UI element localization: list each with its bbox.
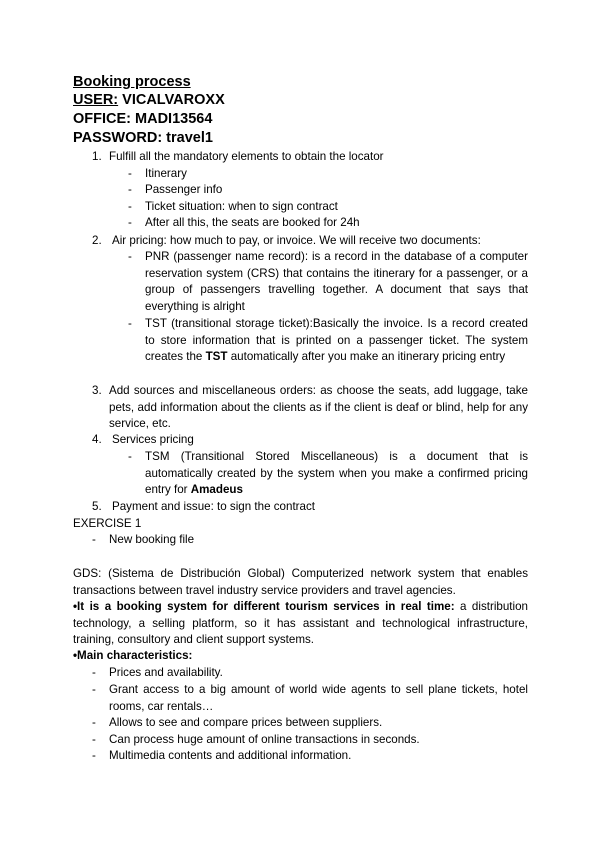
list-dash: - <box>92 533 96 546</box>
page-title: Booking process <box>73 74 191 90</box>
tsm-bold: Amadeus <box>190 483 243 497</box>
user-line <box>73 91 225 109</box>
step-text: Add sources and miscellaneous orders: as choose the seats, add luggage, take pets, add information about the clients as if the client is deaf or blind, help for any service, etc. <box>109 384 528 431</box>
step-text: Services pricing <box>112 433 194 446</box>
list-item: Ticket situation: when to sign contract <box>145 200 338 213</box>
step-text: Fulfill all the mandatory elements to obtain the locator <box>109 150 384 163</box>
gds-definition-bold: •It is a booking system for different tourism services in real time: <box>73 600 455 613</box>
list-item: Multimedia contents and additional information. <box>109 749 352 762</box>
step-number: 3. <box>92 384 102 397</box>
list-item: Allows to see and compare prices between suppliers. <box>109 716 383 729</box>
step-text: Payment and issue: to sign the contract <box>112 500 316 513</box>
list-dash: - <box>128 200 132 213</box>
list-item: Passenger info <box>145 183 223 196</box>
list-dash: - <box>128 450 132 463</box>
list-item: Can process huge amount of online transactions in seconds. <box>109 733 420 746</box>
list-dash: - <box>128 167 132 180</box>
list-dash: - <box>92 733 96 746</box>
user-value: VICALVAROXX <box>122 92 225 108</box>
list-item: After all this, the seats are booked for 24h <box>145 216 360 229</box>
step-number: 1. <box>92 150 102 163</box>
list-item: Grant access to a big amount of world wide agents to sell plane tickets, hotel rooms, car rentals… <box>109 683 528 713</box>
main-characteristics-title: •Main characteristics: <box>73 649 193 662</box>
step-number: 4. <box>92 433 102 446</box>
list-dash: - <box>128 183 132 196</box>
step-number: 5. <box>92 500 102 513</box>
tst-text: TST (transitional storage ticket):Basically the invoice. Is a record created to store information that is printed on a passenger ticket. The system creates the <box>145 317 528 364</box>
gds-intro: GDS: (Sistema de Distribución Global) Computerized network system that enables transactions between travel industry service providers and travel agencies. <box>73 567 528 597</box>
step-text: Air pricing: how much to pay, or invoice. We will receive two documents: <box>112 234 481 247</box>
gds-definition-text: a distribution technology, a selling platform, so it has assistant and technological infrastructure, training, consultory and client support systems. <box>73 600 528 647</box>
user-label: USER: <box>73 92 119 108</box>
password-line: PASSWORD: travel1 <box>73 130 213 146</box>
step-number: 2. <box>92 234 102 247</box>
office-line: OFFICE: MADI13564 <box>73 111 213 127</box>
list-item: New booking file <box>109 533 195 546</box>
tsm-description <box>145 449 528 499</box>
list-dash: - <box>128 250 132 263</box>
list-dash: - <box>128 216 132 229</box>
list-dash: - <box>92 716 96 729</box>
list-item: Prices and availability. <box>109 666 223 679</box>
tst-bold: TST <box>205 350 228 364</box>
exercise-title: EXERCISE 1 <box>73 517 142 530</box>
tst-text-end: automatically after you make an itinerary pricing entry <box>227 350 506 364</box>
tst-description <box>145 316 528 366</box>
list-dash: - <box>128 317 132 330</box>
list-item: Itinerary <box>145 167 187 180</box>
list-dash: - <box>92 666 96 679</box>
gds-definition <box>73 599 528 649</box>
pnr-description: PNR (passenger name record): is a record in the database of a computer reservation system (CRS) that contains the itinerary for a passenger, or a group of passengers travelling together. A document that says that everything is alright <box>145 250 528 313</box>
list-dash: - <box>92 683 96 696</box>
list-dash: - <box>92 749 96 762</box>
tsm-text: TSM (Transitional Stored Miscellaneous) is a document that is automatically created by the system when you make a confirmed pricing entry for <box>145 450 528 497</box>
